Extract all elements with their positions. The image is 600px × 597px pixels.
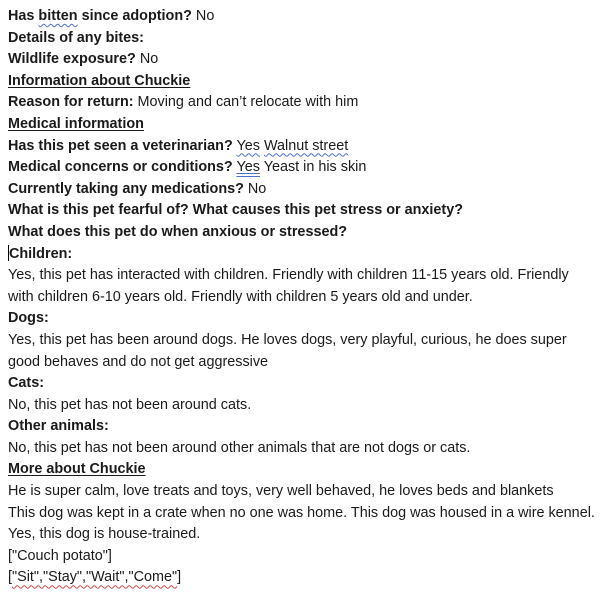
bitten-row xyxy=(8,6,600,28)
more-text-3: Yes, this dog is house-trained. xyxy=(8,526,201,543)
commands-list: "Sit","Stay","Wait","Come" xyxy=(12,569,178,586)
more-heading: More about Chuckie xyxy=(8,461,146,478)
bitten-value: No xyxy=(195,8,215,24)
medications-row xyxy=(8,179,600,201)
info-heading: Information about Chuckie xyxy=(8,72,191,89)
dogs-label: Dogs: xyxy=(8,310,49,327)
children-text-2: with children 6-10 years old. Friendly with children 5 years old and under. xyxy=(8,288,473,305)
children-label: Children: xyxy=(9,245,73,262)
vet-label: Has this pet seen a veterinarian? xyxy=(8,137,233,154)
wildlife-row xyxy=(8,49,600,71)
children-text-1: Yes, this pet has interacted with children. Friendly with children 11-15 years old. Friendly xyxy=(8,267,569,284)
details-bites-label: Details of any bites: xyxy=(8,29,144,46)
other-animals-label: Other animals: xyxy=(8,418,109,435)
bitten-word: bitten xyxy=(38,8,78,24)
concerns-row xyxy=(8,157,600,179)
bitten-label: Has bitten since adoption? xyxy=(8,8,192,24)
reason-value: Moving and can’t relocate with him xyxy=(137,94,359,111)
cats-label: Cats: xyxy=(8,375,44,392)
concerns-label: Medical concerns or conditions? xyxy=(8,159,233,176)
wildlife-value: No xyxy=(139,51,159,68)
more-text-4: ["Couch potato"] xyxy=(8,547,112,564)
children-label-row[interactable] xyxy=(8,244,600,266)
more-text-2: This dog was kept in a crate when no one was home. This dog was housed in a wire kennel. xyxy=(8,504,595,521)
vet-detail: Walnut street xyxy=(263,137,349,154)
reason-row xyxy=(8,92,600,114)
medications-label: Currently taking any medications? xyxy=(8,180,244,197)
medical-heading: Medical information xyxy=(8,115,144,132)
wildlife-label: Wildlife exposure? xyxy=(8,51,136,68)
concerns-answer: Yes xyxy=(236,159,260,176)
anxious-label: What does this pet do when anxious or stressed? xyxy=(8,223,348,240)
dogs-text-1: Yes, this pet has been around dogs. He loves dogs, very playful, curious, he does super xyxy=(8,331,567,348)
fearful-label: What is this pet fearful of? What causes this pet stress or anxiety? xyxy=(8,202,463,219)
cats-text: No, this pet has not been around cats. xyxy=(8,396,252,413)
more-text-5: ["Sit","Stay","Wait","Come"] xyxy=(8,569,182,586)
dogs-text-2: good behaves and do not get aggressive xyxy=(8,353,269,370)
other-animals-text: No, this pet has not been around other animals that are not dogs or cats. xyxy=(8,439,471,456)
reason-label: Reason for return: xyxy=(8,94,134,111)
medications-value: No xyxy=(247,180,267,197)
vet-row xyxy=(8,136,600,158)
vet-answer: Yes xyxy=(236,137,260,154)
concerns-detail: Yeast in his skin xyxy=(263,159,367,176)
more-text-1: He is super calm, love treats and toys, very well behaved, he loves beds and blankets xyxy=(8,483,554,500)
